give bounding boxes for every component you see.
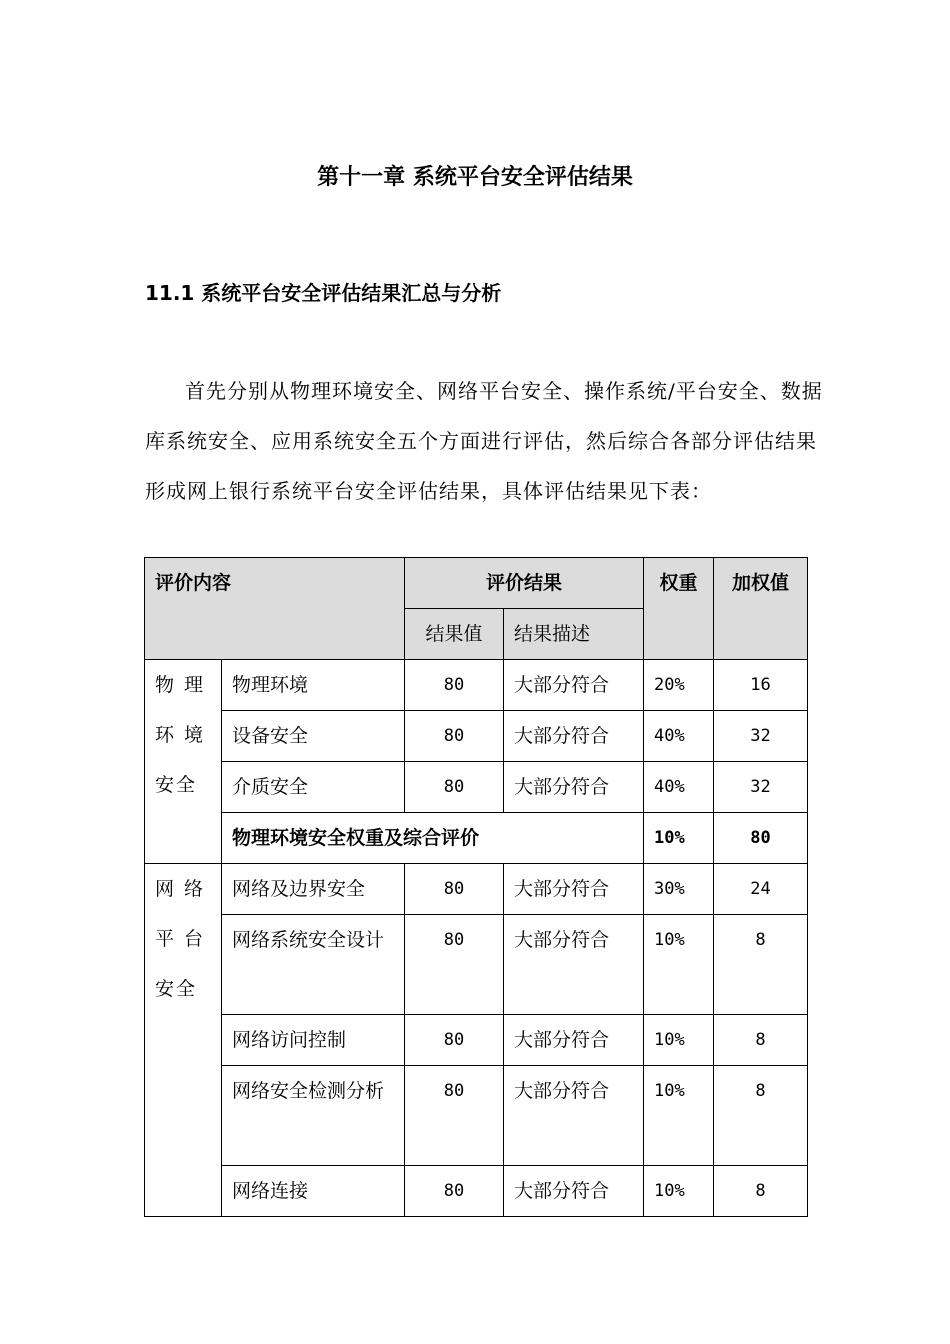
weighted-value: 16 xyxy=(714,660,808,711)
table-row xyxy=(145,711,808,762)
category-line: 安全 xyxy=(155,774,198,796)
result-desc: 大部分符合 xyxy=(504,762,644,813)
result-value: 80 xyxy=(405,864,504,915)
section-title: 11.1 系统平台安全评估结果汇总与分析 xyxy=(145,281,502,305)
item-name: 网络安全检测分析 xyxy=(222,1066,405,1166)
weighted-value: 8 xyxy=(714,1015,808,1066)
result-desc: 大部分符合 xyxy=(504,711,644,762)
category-line: 环 境 xyxy=(155,724,206,746)
result-desc: 大部分符合 xyxy=(504,660,644,711)
table-row xyxy=(145,762,808,813)
item-name: 网络系统安全设计 xyxy=(222,915,405,1015)
result-value: 80 xyxy=(405,762,504,813)
item-name: 网络访问控制 xyxy=(222,1015,405,1066)
table-row xyxy=(145,660,808,711)
header-weighted: 加权值 xyxy=(714,558,808,660)
table-row xyxy=(145,915,808,1015)
category-physical xyxy=(145,660,222,864)
table-row xyxy=(145,1166,808,1217)
item-name: 网络连接 xyxy=(222,1166,405,1217)
result-desc: 大部分符合 xyxy=(504,864,644,915)
weight: 40% xyxy=(644,711,714,762)
weight: 10% xyxy=(644,1166,714,1217)
weighted-value: 32 xyxy=(714,711,808,762)
weight: 40% xyxy=(644,762,714,813)
item-name: 介质安全 xyxy=(222,762,405,813)
result-value: 80 xyxy=(405,660,504,711)
weighted-value: 8 xyxy=(714,1066,808,1166)
summary-weight: 10% xyxy=(644,813,714,864)
summary-row xyxy=(145,813,808,864)
result-desc: 大部分符合 xyxy=(504,1166,644,1217)
result-desc: 大部分符合 xyxy=(504,1066,644,1166)
weighted-value: 8 xyxy=(714,1166,808,1217)
evaluation-table xyxy=(144,557,808,1217)
header-row-1 xyxy=(145,558,808,609)
table-row xyxy=(145,1066,808,1166)
table-row xyxy=(145,864,808,915)
item-name: 网络及边界安全 xyxy=(222,864,405,915)
result-desc: 大部分符合 xyxy=(504,1015,644,1066)
weight: 10% xyxy=(644,915,714,1015)
table-row xyxy=(145,1015,808,1066)
weight: 10% xyxy=(644,1066,714,1166)
intro-paragraph xyxy=(145,366,825,516)
result-value: 80 xyxy=(405,1066,504,1166)
item-name: 设备安全 xyxy=(222,711,405,762)
summary-label: 物理环境安全权重及综合评价 xyxy=(222,813,644,864)
result-value: 80 xyxy=(405,1015,504,1066)
intro-paragraph-text: 首先分别从物理环境安全、网络平台安全、操作系统/平台安全、数据库系统安全、应用系统安全五个方面进行评估，然后综合各部分评估结果形成网上银行系统平台安全评估结果，具体评估结果见下表： xyxy=(145,379,823,503)
weight: 10% xyxy=(644,1015,714,1066)
weighted-value: 24 xyxy=(714,864,808,915)
category-line: 安全 xyxy=(155,978,198,1000)
category-line: 物 理 xyxy=(155,674,206,696)
item-name: 物理环境 xyxy=(222,660,405,711)
result-value: 80 xyxy=(405,711,504,762)
weighted-value: 8 xyxy=(714,915,808,1015)
weight: 30% xyxy=(644,864,714,915)
result-value: 80 xyxy=(405,1166,504,1217)
category-line: 网 络 xyxy=(155,878,206,900)
chapter-title: 第十一章 系统平台安全评估结果 xyxy=(317,165,633,190)
header-result-desc: 结果描述 xyxy=(504,609,644,660)
header-content: 评价内容 xyxy=(145,558,405,660)
summary-weighted: 80 xyxy=(714,813,808,864)
category-network xyxy=(145,864,222,1217)
weighted-value: 32 xyxy=(714,762,808,813)
header-weight: 权重 xyxy=(644,558,714,660)
weight: 20% xyxy=(644,660,714,711)
category-line: 平 台 xyxy=(155,928,206,950)
header-result-value: 结果值 xyxy=(405,609,504,660)
result-value: 80 xyxy=(405,915,504,1015)
header-result: 评价结果 xyxy=(405,558,644,609)
result-desc: 大部分符合 xyxy=(504,915,644,1015)
